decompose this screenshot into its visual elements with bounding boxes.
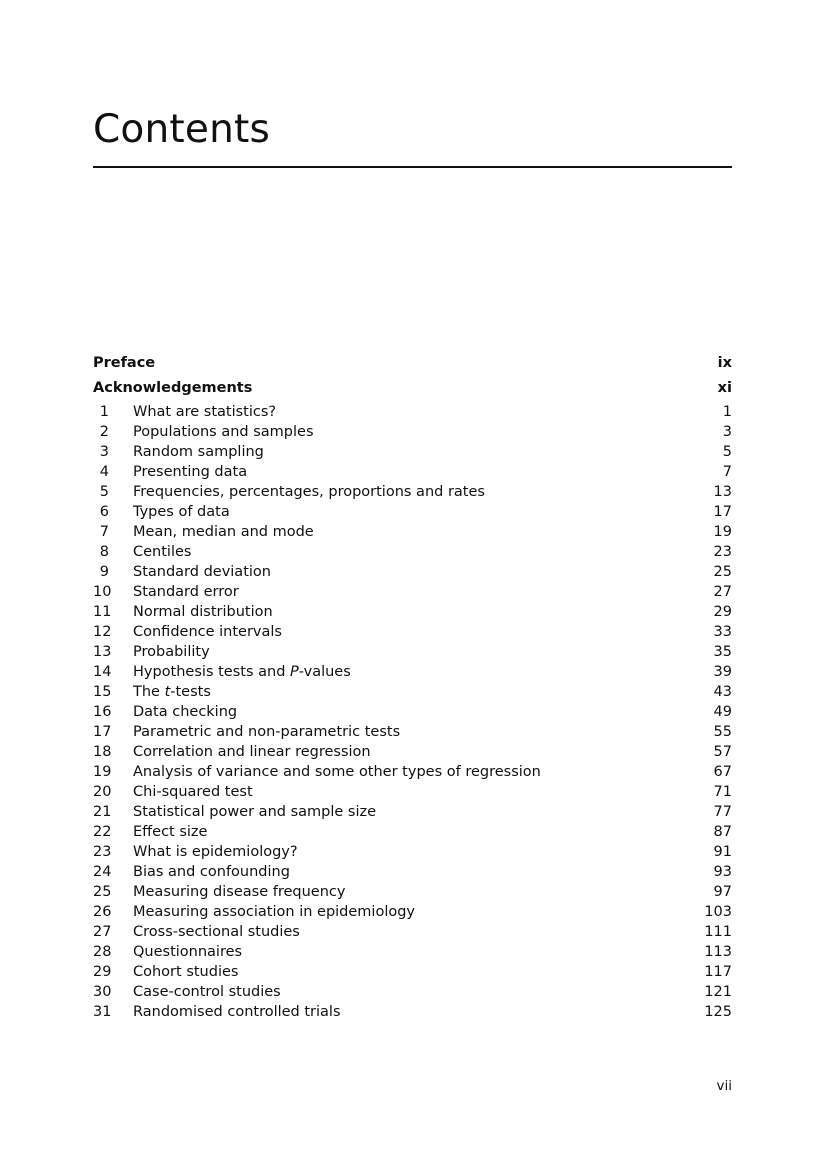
toc-entry-page: 35: [713, 644, 732, 660]
toc-entry-title: Parametric and non-parametric tests: [133, 724, 401, 740]
toc-chapter-entry: [93, 882, 732, 902]
toc-entry-page: 39: [713, 664, 732, 680]
toc-chapter-entry: [93, 542, 732, 562]
toc-chapter-entry: [93, 682, 732, 702]
toc-entry-title: Standard deviation: [133, 564, 271, 580]
toc-entry-title: Chi-squared test: [133, 784, 253, 800]
toc-chapter-entry: [93, 402, 732, 422]
toc-chapter-entry: [93, 702, 732, 722]
toc-chapter-number: 31: [93, 1004, 112, 1020]
toc-entry-title: Effect size: [133, 824, 208, 840]
toc-chapter-number: 24: [93, 864, 112, 880]
toc-entry-page: 97: [713, 884, 732, 900]
toc-chapter-entry: [93, 822, 732, 842]
toc-chapter-entry: [93, 482, 732, 502]
toc-entry-page: 71: [713, 784, 732, 800]
toc-entry-page: 67: [713, 764, 732, 780]
toc-entry-title: Types of data: [133, 504, 230, 520]
toc-chapter-entry: [93, 522, 732, 542]
toc-chapter-entry: [93, 802, 732, 822]
toc-entry-page: 121: [704, 984, 732, 1000]
toc-entry-page: 19: [713, 524, 732, 540]
toc-entry-title: What are statistics?: [133, 404, 277, 420]
table-of-contents: [93, 352, 732, 1022]
toc-chapter-entry: [93, 562, 732, 582]
toc-entry-page: 1: [722, 404, 732, 420]
toc-chapter-number: 13: [93, 644, 112, 660]
toc-chapter-number: 16: [93, 704, 112, 720]
toc-chapter-number: 2: [99, 424, 109, 440]
toc-entry-page: 111: [704, 924, 732, 940]
toc-entry-title: Hypothesis tests and P-values: [133, 664, 351, 680]
toc-chapter-entry: [93, 442, 732, 462]
toc-chapter-number: 3: [99, 444, 109, 460]
toc-entry-page: 17: [713, 504, 732, 520]
toc-entry-title: Centiles: [133, 544, 192, 560]
toc-entry-title: Preface: [93, 355, 156, 371]
toc-entry-title: Probability: [133, 644, 210, 660]
toc-entry-page: 55: [713, 724, 732, 740]
toc-entry-page: 91: [713, 844, 732, 860]
toc-entry-page: 103: [704, 904, 732, 920]
toc-entry-page: 5: [722, 444, 732, 460]
toc-entry-title: Populations and samples: [133, 424, 314, 440]
toc-chapter-number: 22: [93, 824, 112, 840]
toc-entry-title: Normal distribution: [133, 604, 273, 620]
toc-entry-page: 29: [713, 604, 732, 620]
toc-chapter-entry: [93, 982, 732, 1002]
toc-entry-title: Cohort studies: [133, 964, 239, 980]
toc-chapter-number: 29: [93, 964, 112, 980]
toc-entry-page: 25: [713, 564, 732, 580]
toc-entry-page: 7: [722, 464, 732, 480]
toc-chapter-number: 7: [99, 524, 109, 540]
toc-entry-page: ix: [717, 355, 732, 371]
toc-chapter-entry: [93, 782, 732, 802]
toc-chapter-number: 4: [99, 464, 109, 480]
toc-chapter-entry: [93, 862, 732, 882]
toc-entry-page: 49: [713, 704, 732, 720]
toc-entry-title: Bias and confounding: [133, 864, 290, 880]
toc-chapter-number: 23: [93, 844, 112, 860]
toc-entry-title: Data checking: [133, 704, 238, 720]
toc-entry-page: 57: [713, 744, 732, 760]
toc-entry-page: 117: [704, 964, 732, 980]
toc-entry-title: Acknowledgements: [93, 380, 253, 396]
toc-chapter-number: 15: [93, 684, 112, 700]
toc-entry-title: What is epidemiology?: [133, 844, 298, 860]
toc-chapter-number: 21: [93, 804, 112, 820]
toc-entry-page: 125: [704, 1004, 732, 1020]
toc-chapter-entry: [93, 502, 732, 522]
toc-entry-title: Mean, median and mode: [133, 524, 314, 540]
toc-entry-title: Random sampling: [133, 444, 264, 460]
toc-entry-title: Randomised controlled trials: [133, 1004, 341, 1020]
title-rule: [93, 166, 732, 168]
toc-chapter-number: 1: [99, 404, 109, 420]
toc-entry-title: Frequencies, percentages, proportions and rates: [133, 484, 485, 500]
toc-chapter-entry: [93, 622, 732, 642]
toc-chapter-entry: [93, 462, 732, 482]
toc-front-matter-entry: [93, 377, 732, 402]
toc-chapter-entry: [93, 762, 732, 782]
toc-chapter-number: 6: [99, 504, 109, 520]
toc-chapter-entry: [93, 742, 732, 762]
toc-entry-title: Analysis of variance and some other types of regression: [133, 764, 541, 780]
toc-entry-title: Standard error: [133, 584, 239, 600]
toc-chapter-entry: [93, 722, 732, 742]
toc-chapter-entry: [93, 922, 732, 942]
toc-entry-title: Measuring disease frequency: [133, 884, 346, 900]
toc-entry-page: 93: [713, 864, 732, 880]
toc-chapter-number: 9: [99, 564, 109, 580]
toc-chapter-number: 12: [93, 624, 112, 640]
toc-chapter-number: 11: [93, 604, 112, 620]
toc-entry-page: 113: [704, 944, 732, 960]
toc-chapter-entry: [93, 582, 732, 602]
toc-chapter-number: 10: [93, 584, 112, 600]
toc-chapter-entry: [93, 842, 732, 862]
toc-entry-title: Statistical power and sample size: [133, 804, 377, 820]
toc-chapter-number: 18: [93, 744, 112, 760]
page-number: vii: [716, 1078, 732, 1094]
toc-entry-page: xi: [717, 380, 732, 396]
toc-chapter-number: 19: [93, 764, 112, 780]
toc-chapter-number: 26: [93, 904, 112, 920]
toc-entry-title: Cross-sectional studies: [133, 924, 300, 940]
toc-chapter-number: 25: [93, 884, 112, 900]
toc-chapter-entry: [93, 902, 732, 922]
toc-entry-title: The t-tests: [133, 684, 211, 700]
toc-chapter-entry: [93, 962, 732, 982]
toc-entry-page: 13: [713, 484, 732, 500]
toc-entry-title: Measuring association in epidemiology: [133, 904, 416, 920]
toc-chapter-number: 5: [99, 484, 109, 500]
toc-chapter-entry: [93, 602, 732, 622]
toc-chapter-entry: [93, 662, 732, 682]
toc-entry-title: Confidence intervals: [133, 624, 282, 640]
toc-chapter-number: 17: [93, 724, 112, 740]
toc-chapter-entry: [93, 422, 732, 442]
toc-chapter-number: 14: [93, 664, 112, 680]
toc-chapter-entry: [93, 642, 732, 662]
page-title: Contents: [93, 107, 271, 152]
toc-entry-title: Questionnaires: [133, 944, 243, 960]
toc-entry-page: 3: [722, 424, 732, 440]
toc-entry-page: 27: [713, 584, 732, 600]
toc-entry-page: 87: [713, 824, 732, 840]
toc-chapter-number: 28: [93, 944, 112, 960]
toc-chapter-number: 20: [93, 784, 112, 800]
toc-chapter-number: 8: [99, 544, 109, 560]
toc-chapter-entry: [93, 1002, 732, 1022]
toc-entry-page: 23: [713, 544, 732, 560]
toc-chapter-entry: [93, 942, 732, 962]
toc-chapter-number: 27: [93, 924, 112, 940]
toc-entry-title: Case-control studies: [133, 984, 281, 1000]
toc-entry-title: Presenting data: [133, 464, 248, 480]
toc-entry-page: 33: [713, 624, 732, 640]
toc-entry-page: 77: [713, 804, 732, 820]
toc-front-matter-entry: [93, 352, 732, 377]
toc-chapter-number: 30: [93, 984, 112, 1000]
toc-entry-title: Correlation and linear regression: [133, 744, 371, 760]
toc-entry-page: 43: [713, 684, 732, 700]
